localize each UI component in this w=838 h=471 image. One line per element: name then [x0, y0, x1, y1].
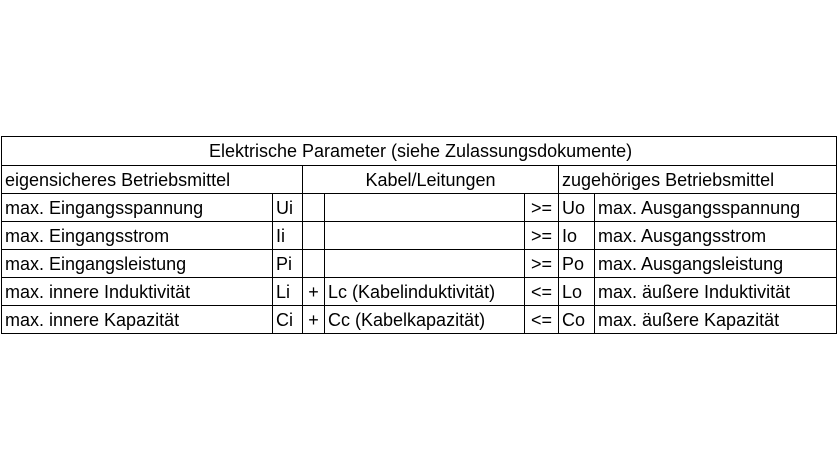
operator-cell: + [303, 306, 325, 334]
param-cell: max. Eingangsspannung [2, 194, 273, 222]
cable-cell [325, 222, 525, 250]
cable-cell: Lc (Kabelinduktivität) [325, 278, 525, 306]
table-row [2, 194, 837, 222]
symbol-cell: Ii [273, 222, 303, 250]
electrical-parameters-table [1, 136, 837, 334]
param-cell: max. Eingangsleistung [2, 250, 273, 278]
assoc-param-cell: max. Ausgangsleistung [595, 250, 837, 278]
comparison-cell: <= [525, 306, 559, 334]
table-row [2, 250, 837, 278]
assoc-param-cell: max. Ausgangsstrom [595, 222, 837, 250]
comparison-cell: >= [525, 250, 559, 278]
header-associated-equipment: zugehöriges Betriebsmittel [559, 166, 837, 194]
assoc-param-cell: max. äußere Kapazität [595, 306, 837, 334]
symbol-cell: Li [273, 278, 303, 306]
symbol-cell: Pi [273, 250, 303, 278]
comparison-cell: >= [525, 222, 559, 250]
cable-cell [325, 194, 525, 222]
param-cell: max. Eingangsstrom [2, 222, 273, 250]
title-row [2, 137, 837, 166]
header-intrinsically-safe-equipment: eigensicheres Betriebsmittel [2, 166, 303, 194]
comparison-cell: <= [525, 278, 559, 306]
assoc-param-cell: max. äußere Induktivität [595, 278, 837, 306]
operator-cell: + [303, 278, 325, 306]
symbol-cell: Ci [273, 306, 303, 334]
operator-cell [303, 222, 325, 250]
assoc-symbol-cell: Uo [559, 194, 595, 222]
cable-cell: Cc (Kabelkapazität) [325, 306, 525, 334]
assoc-symbol-cell: Io [559, 222, 595, 250]
operator-cell [303, 250, 325, 278]
assoc-symbol-cell: Po [559, 250, 595, 278]
header-cables: Kabel/Leitungen [303, 166, 559, 194]
param-cell: max. innere Induktivität [2, 278, 273, 306]
table-row [2, 306, 837, 334]
operator-cell [303, 194, 325, 222]
comparison-cell: >= [525, 194, 559, 222]
assoc-param-cell: max. Ausgangsspannung [595, 194, 837, 222]
header-row [2, 166, 837, 194]
table-row [2, 222, 837, 250]
assoc-symbol-cell: Lo [559, 278, 595, 306]
table-title: Elektrische Parameter (siehe Zulassungsdokumente) [2, 137, 837, 166]
param-cell: max. innere Kapazität [2, 306, 273, 334]
table-row [2, 278, 837, 306]
symbol-cell: Ui [273, 194, 303, 222]
cable-cell [325, 250, 525, 278]
assoc-symbol-cell: Co [559, 306, 595, 334]
